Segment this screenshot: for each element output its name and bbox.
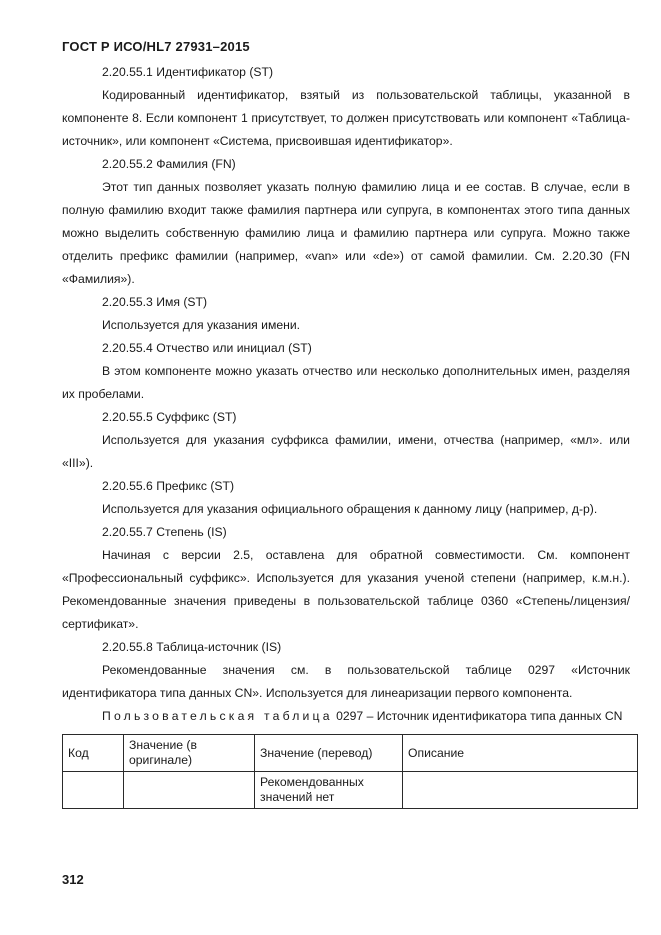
cell-description (403, 772, 638, 809)
document-body (62, 61, 630, 809)
page-number: 312 (62, 872, 84, 887)
body-paragraph: Используется для указания официального обращения к данному лицу (например, д-р). (102, 502, 598, 516)
section-heading: 2.20.55.1 Идентификатор (ST) (102, 65, 274, 79)
body-paragraph: В этом компоненте можно указать отчество или несколько дополнительных имен, разделяя их пробелами. (62, 364, 630, 401)
header-code: Код (63, 735, 124, 772)
body-paragraph: Используется для указания суффикса фамилии, имени, отчества (например, «мл». или «III»). (62, 433, 630, 470)
table-caption-label: Пользовательская таблица (102, 709, 333, 723)
section-heading: 2.20.55.7 Степень (IS) (102, 525, 227, 539)
table-header-row (63, 735, 638, 772)
body-paragraph: Кодированный идентификатор, взятый из пользовательской таблицы, указанной в компоненте 8. Если компонент 1 присутствует, то должен присутствовать или компонент «Таблица-источник», или компонент «Система, присвоившая идентификатор». (62, 88, 630, 148)
header-description: Описание (403, 735, 638, 772)
cell-value-translation: Рекомендованных значений нет (255, 772, 403, 809)
section-heading: 2.20.55.8 Таблица-источник (IS) (102, 640, 282, 654)
cell-code (63, 772, 124, 809)
user-table-0297 (62, 734, 638, 809)
paragraphs (62, 61, 630, 705)
header-value-original: Значение (в оригинале) (124, 735, 255, 772)
table-caption-text: 0297 – Источник идентификатора типа данных CN (332, 709, 623, 723)
section-heading: 2.20.55.2 Фамилия (FN) (102, 157, 236, 171)
section-heading: 2.20.55.5 Суффикс (ST) (102, 410, 237, 424)
section-heading: 2.20.55.4 Отчество или инициал (ST) (102, 341, 312, 355)
table-caption (62, 705, 630, 728)
section-heading: 2.20.55.3 Имя (ST) (102, 295, 208, 309)
body-paragraph: Рекомендованные значения см. в пользовательской таблице 0297 «Источник идентификатора типа данных CN». Используется для линеаризации первого компонента. (62, 663, 630, 700)
body-paragraph: Начиная с версии 2.5, оставлена для обратной совместимости. См. компонент «Профессиональный суффикс». Используется для указания ученой степени (например, к.м.н.). Рекомендованные значения приведены в пользовательской таблице 0360 «Степень/лицензия/сертификат». (62, 548, 630, 631)
header-value-translation: Значение (перевод) (255, 735, 403, 772)
body-paragraph: Этот тип данных позволяет указать полную фамилию лица и ее состав. В случае, если в полную фамилию входит также фамилия партнера или супруга, в компонентах этого типа данных можно выделить собственную фамилию лица и фамилию партнера или супруга. Можно также отделить префикс фамилии (например, «van» или «de») от самой фамилии. См. 2.20.30 (FN «Фамилия»). (62, 180, 630, 286)
section-heading: 2.20.55.6 Префикс (ST) (102, 479, 235, 493)
body-paragraph: Используется для указания имени. (102, 318, 301, 332)
document-header: ГОСТ Р ИСО/HL7 27931–2015 (62, 39, 250, 54)
cell-value-original (124, 772, 255, 809)
table-row (63, 772, 638, 809)
